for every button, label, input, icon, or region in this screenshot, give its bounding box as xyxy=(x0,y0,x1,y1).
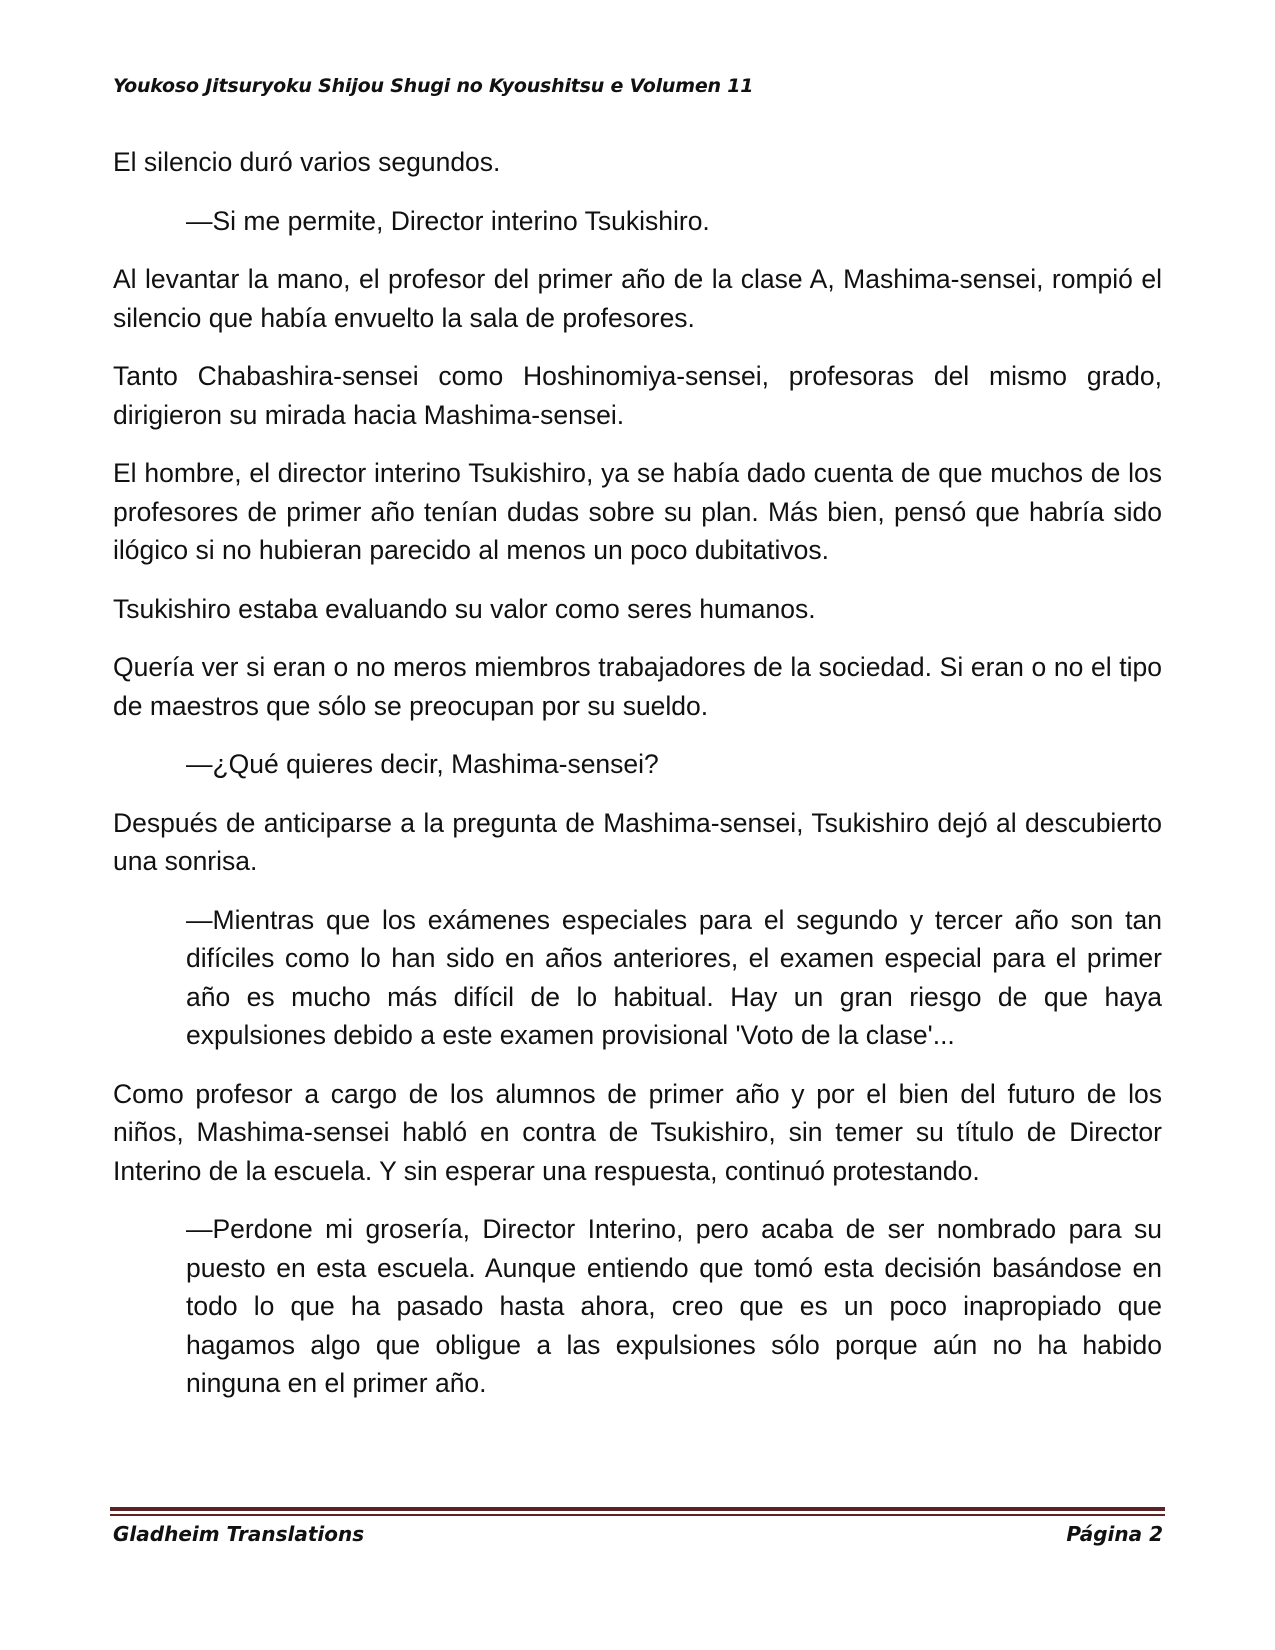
paragraph: Tsukishiro estaba evaluando su valor como seres humanos. xyxy=(113,593,816,624)
paragraph: Tanto Chabashira-sensei como Hoshinomiya-sensei, profesoras del mismo grado, dirigieron su mirada hacia Mashima-sensei. xyxy=(113,361,1162,430)
footer-divider-thick xyxy=(110,1507,1165,1511)
paragraph: Como profesor a cargo de los alumnos de primer año y por el bien del futuro de los niños, Mashima-sensei habló en contra de Tsukishiro, sin temer su título de Director Interino de la escuela. Y sin esperar una respuesta, continuó protestando. xyxy=(113,1078,1162,1186)
body-text xyxy=(113,143,1162,1423)
paragraph: Al levantar la mano, el profesor del primer año de la clase A, Mashima-sensei, rompió el silencio que había envuelto la sala de profesores. xyxy=(113,264,1162,333)
footer-page-number: Página 2 xyxy=(1066,1522,1163,1546)
paragraph: El hombre, el director interino Tsukishiro, ya se había dado cuenta de que muchos de los profesores de primer año tenían dudas sobre su plan. Más bien, pensó que habría sido ilógico si no hubieran parecido al menos un poco dubitativos. xyxy=(113,458,1162,565)
paragraph: Quería ver si eran o no meros miembros trabajadores de la sociedad. Si eran o no el tipo de maestros que sólo se preocupan por su sueldo. xyxy=(113,652,1162,721)
dialogue-paragraph: —¿Qué quieres decir, Mashima-sensei? xyxy=(186,749,659,779)
footer-divider-thin xyxy=(110,1514,1165,1516)
paragraph: El silencio duró varios segundos. xyxy=(113,147,501,177)
dialogue-paragraph: —Si me permite, Director interino Tsukishiro. xyxy=(186,205,710,236)
footer-translator: Gladheim Translations xyxy=(113,1522,365,1546)
dialogue-paragraph: —Mientras que los exámenes especiales para el segundo y tercer año son tan difíciles como lo han sido en años anteriores, el examen especial para el primer año es mucho más difícil de lo habitual. Hay un gran riesgo de que haya expulsiones debido a este examen provisional 'Voto de la clase'... xyxy=(186,904,1162,1050)
paragraph: Después de anticiparse a la pregunta de Mashima-sensei, Tsukishiro dejó al descubierto una sonrisa. xyxy=(113,807,1162,876)
page-header-title: Youkoso Jitsuryoku Shijou Shugi no Kyoushitsu e Volumen 11 xyxy=(113,75,754,97)
dialogue-paragraph: —Perdone mi grosería, Director Interino, pero acaba de ser nombrado para su puesto en esta escuela. Aunque entiendo que tomó esta decisión basándose en todo lo que ha pasado hasta ahora, creo que es un poco inapropiado que hagamos algo que obligue a las expulsiones sólo porque aún no ha habido ninguna en el primer año. xyxy=(186,1214,1162,1398)
